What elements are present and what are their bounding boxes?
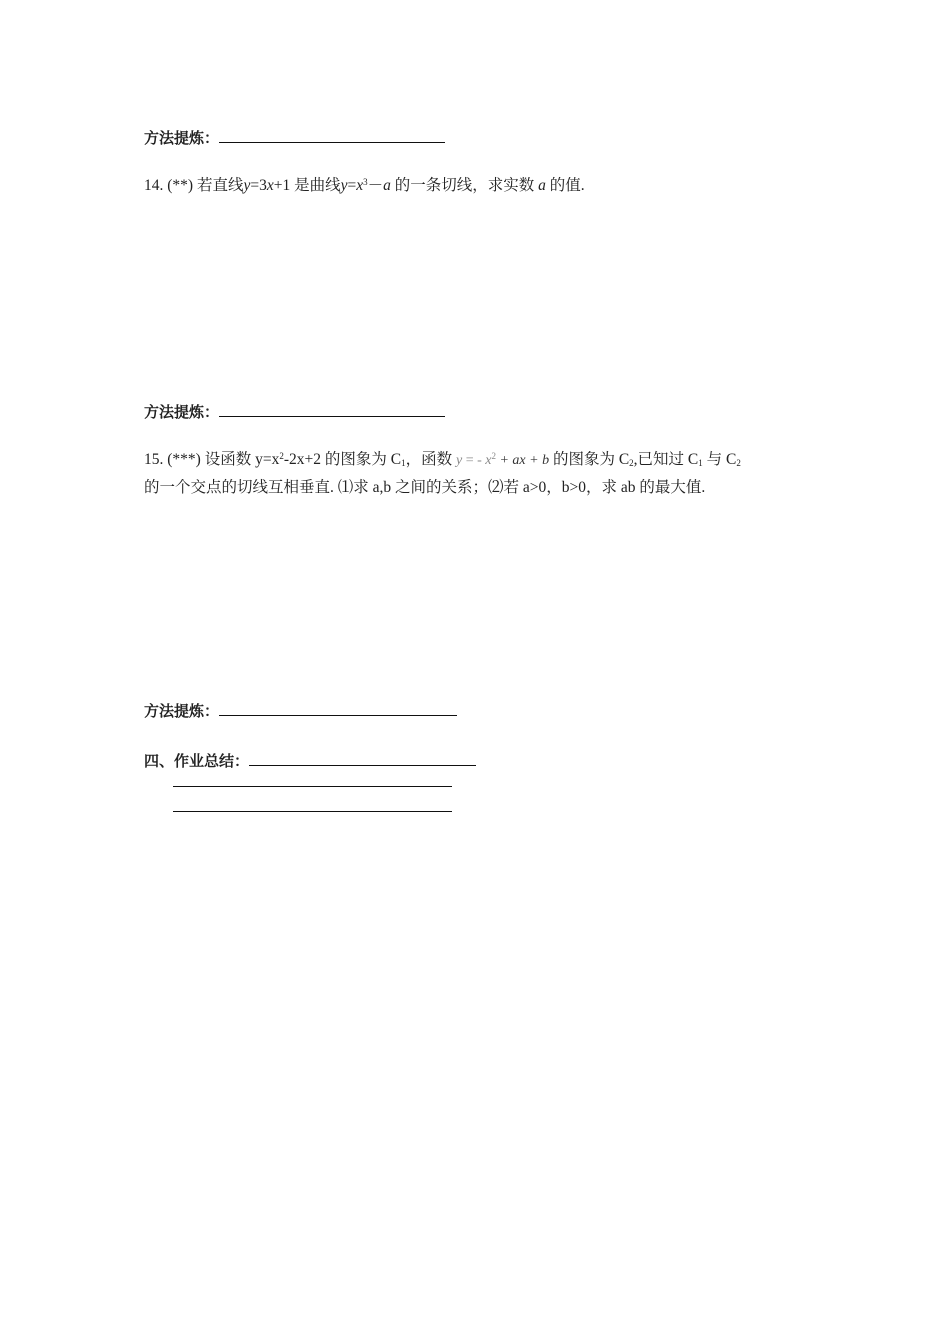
q15-text: 与 C — [702, 451, 737, 468]
q14-var-y: y — [243, 177, 251, 194]
q15-subscript: 1 — [401, 458, 406, 468]
q14-text: =3 — [250, 177, 267, 194]
homework-summary — [144, 750, 476, 771]
formula-exponent: 2 — [491, 451, 496, 461]
q15-text: ,已知过 C — [633, 451, 699, 468]
q14-text: = — [347, 177, 357, 194]
q14-var-x: x — [266, 177, 274, 194]
q15-text: -2x+2 的图象为 C — [283, 451, 402, 468]
question-15 — [144, 446, 741, 475]
method-label: 方法提炼： — [144, 702, 220, 720]
method-label: 方法提炼： — [144, 403, 220, 421]
q15-exponent: 2 — [279, 451, 284, 461]
summary-blank-line-2[interactable] — [173, 786, 452, 787]
q15-subscript: 2 — [629, 458, 634, 468]
q14-var-a: a — [538, 177, 546, 194]
summary-blank-line-3[interactable] — [173, 811, 452, 812]
formula-var-x: x — [485, 453, 492, 468]
q14-text: 的一条切线，求实数 — [390, 177, 535, 194]
question-15-line-2: 的一个交点的切线互相垂直. ⑴求 a,b 之间的关系；⑵若 a>0，b>0，求 ab 的最大值. — [144, 479, 706, 496]
q14-exponent: 3 — [363, 177, 368, 187]
q14-text: － — [367, 177, 384, 194]
method-summary-3 — [144, 700, 457, 721]
q15-subscript: 1 — [698, 458, 703, 468]
summary-label: 四、作业总结： — [144, 752, 250, 770]
answer-blank[interactable] — [219, 415, 445, 417]
q14-var-a: a — [383, 177, 391, 194]
q15-text: ，函数 — [405, 451, 453, 468]
answer-blank[interactable] — [219, 141, 445, 143]
q15-text: 的图象为 C — [549, 451, 630, 468]
question-14 — [144, 172, 585, 200]
formula-rest: + ax + b — [495, 453, 550, 468]
q14-text: 的值. — [545, 177, 585, 194]
q15-subscript: 2 — [736, 458, 741, 468]
method-summary-1 — [144, 127, 445, 148]
summary-blank[interactable] — [249, 764, 476, 766]
q15-formula — [456, 453, 549, 468]
q15-text: 15. (***) 设函数 y=x — [144, 451, 280, 468]
q14-var-x: x — [356, 177, 364, 194]
q14-text: +1 是曲线 — [273, 177, 341, 194]
formula-eq: = - — [462, 453, 486, 468]
answer-blank[interactable] — [219, 714, 457, 716]
q14-text: 14. (**) 若直线 — [144, 177, 244, 194]
method-summary-2 — [144, 401, 445, 422]
formula-var-y: y — [455, 453, 463, 468]
q14-var-y: y — [340, 177, 348, 194]
method-label: 方法提炼： — [144, 129, 220, 147]
